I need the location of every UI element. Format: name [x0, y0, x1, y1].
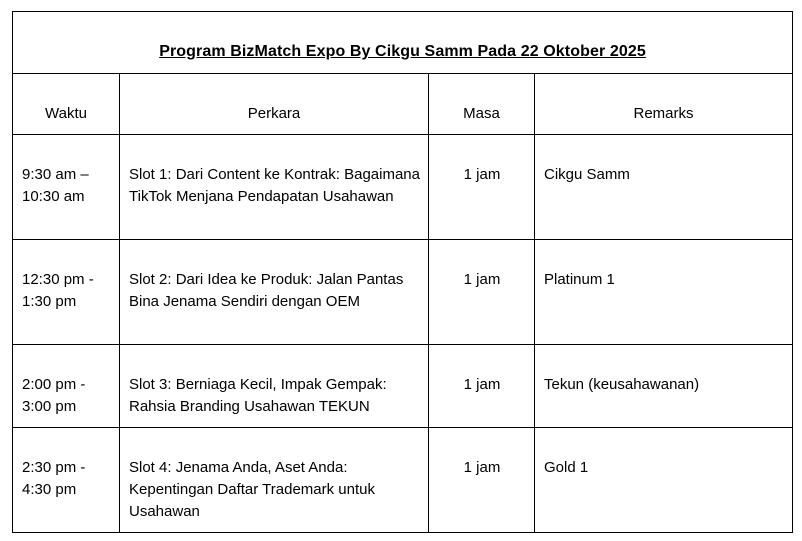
cell-waktu [13, 428, 120, 533]
header-row [13, 74, 793, 135]
cell-remarks [535, 345, 793, 428]
cell-text: Gold 1 [544, 459, 589, 476]
cell-text: 1 jam [463, 376, 501, 393]
column-header-label: Masa [463, 105, 500, 122]
cell-text: 2:30 pm - 4:30 pm [22, 459, 86, 498]
cell-text: Slot 1: Dari Content ke Kontrak: Bagaimana TikTok Menjana Pendapatan Usahawan [129, 166, 420, 205]
cell-perkara [120, 345, 429, 428]
cell-text: Slot 3: Berniaga Kecil, Impak Gempak: Rahsia Branding Usahawan TEKUN [129, 376, 387, 415]
cell-text: 1 jam [463, 166, 501, 183]
table-row [13, 345, 793, 428]
cell-perkara [120, 135, 429, 240]
title-cell [13, 12, 793, 74]
cell-text: Tekun (keusahawanan) [544, 376, 700, 393]
column-header-waktu [13, 74, 120, 135]
cell-remarks [535, 240, 793, 345]
cell-masa [429, 135, 535, 240]
cell-remarks [535, 428, 793, 533]
column-header-label: Perkara [247, 105, 301, 122]
cell-text: Slot 4: Jenama Anda, Aset Anda: Kepentingan Daftar Trademark untuk Usahawan [129, 459, 375, 520]
cell-text: 2:00 pm - 3:00 pm [22, 376, 86, 415]
column-header-masa [429, 74, 535, 135]
cell-waktu [13, 240, 120, 345]
page-title: Program BizMatch Expo By Cikgu Samm Pada 22 Oktober 2025 [159, 43, 646, 60]
cell-waktu [13, 135, 120, 240]
title-row [13, 12, 793, 74]
cell-text: 9:30 am – 10:30 am [22, 166, 89, 205]
column-header-label: Remarks [633, 105, 694, 122]
cell-text: 1 jam [463, 271, 501, 288]
column-header-perkara [120, 74, 429, 135]
cell-waktu [13, 345, 120, 428]
cell-text: Cikgu Samm [544, 166, 630, 183]
cell-perkara [120, 240, 429, 345]
table-row [13, 135, 793, 240]
table-row [13, 428, 793, 533]
cell-masa [429, 428, 535, 533]
cell-masa [429, 240, 535, 345]
cell-perkara [120, 428, 429, 533]
cell-text: Platinum 1 [544, 271, 615, 288]
cell-text: 12:30 pm - 1:30 pm [22, 271, 94, 310]
schedule-table [12, 11, 793, 533]
column-header-remarks [535, 74, 793, 135]
column-header-label: Waktu [45, 105, 87, 122]
cell-remarks [535, 135, 793, 240]
cell-text: Slot 2: Dari Idea ke Produk: Jalan Pantas Bina Jenama Sendiri dengan OEM [129, 271, 404, 310]
table-row [13, 240, 793, 345]
cell-text: 1 jam [463, 459, 501, 476]
cell-masa [429, 345, 535, 428]
